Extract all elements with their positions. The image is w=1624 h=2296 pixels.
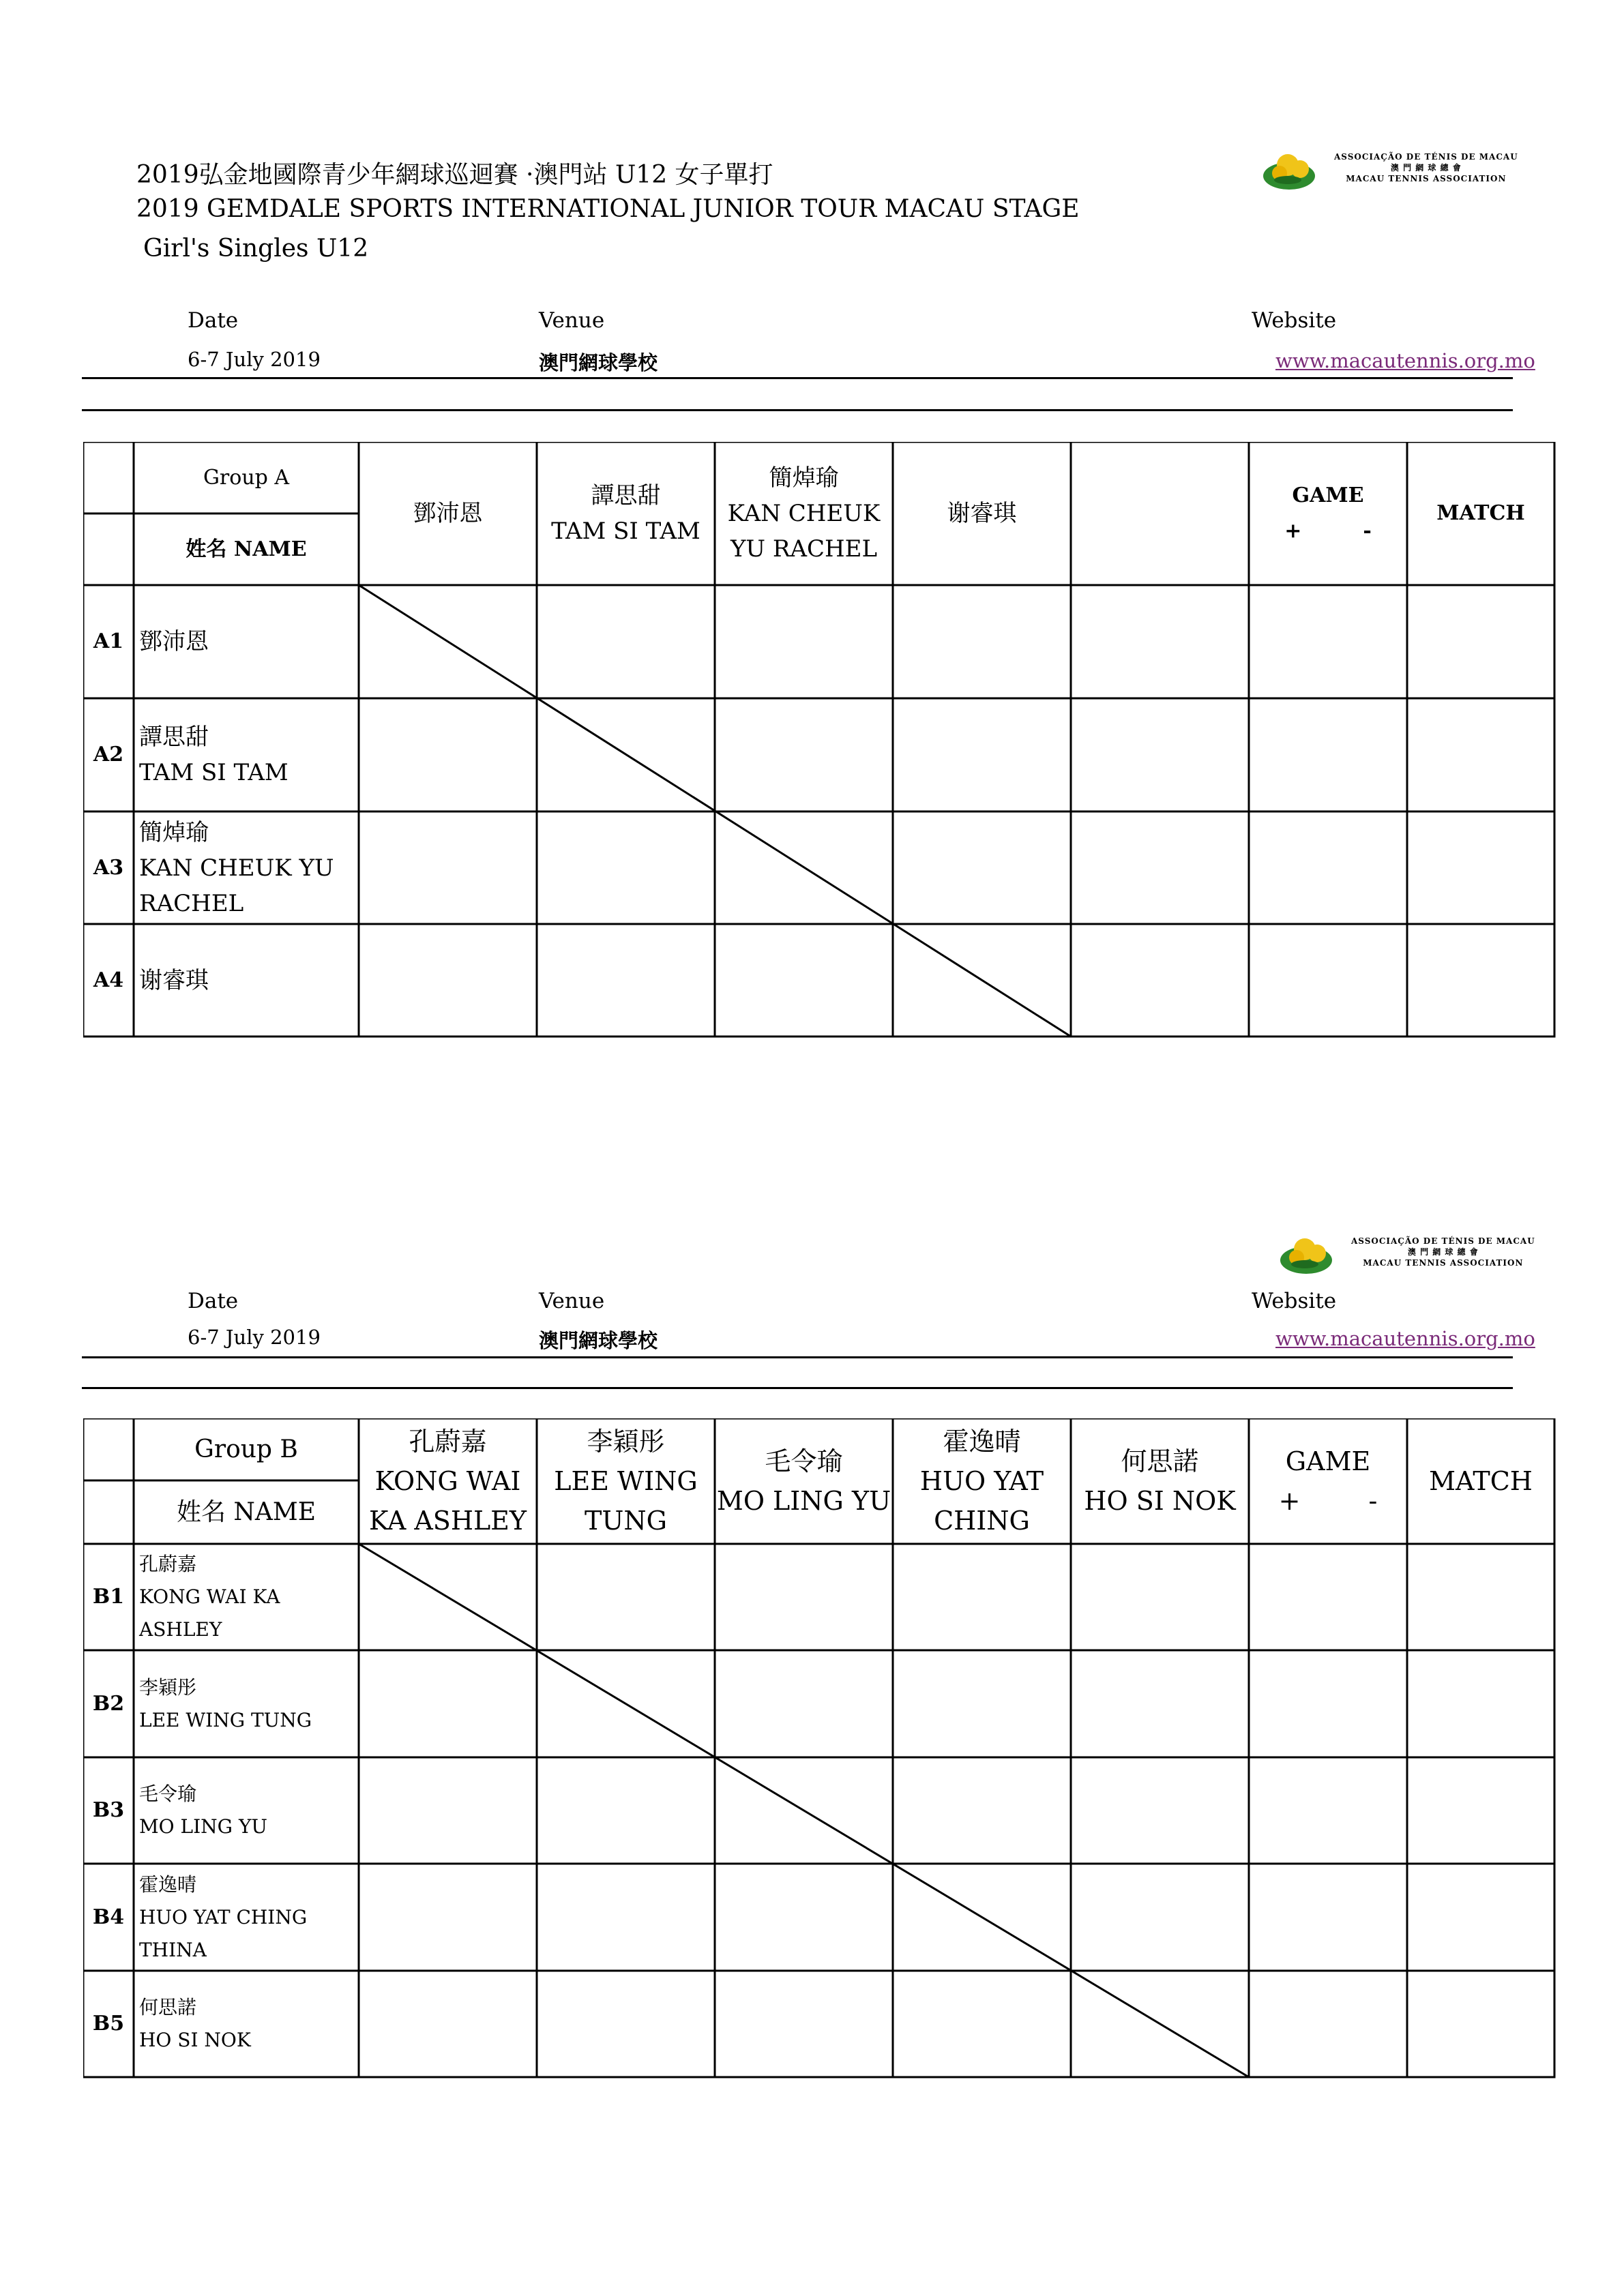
tennis-ball-logo-icon bbox=[1278, 1227, 1346, 1282]
website-label: Website bbox=[1252, 1289, 1337, 1313]
title-english: 2019 GEMDALE SPORTS INTERNATIONAL JUNIOR TOUR MACAU STAGE bbox=[136, 195, 1080, 223]
group-b-row-name: 霍逸晴 HUO YAT CHING THINA bbox=[139, 1873, 308, 1961]
group-b-column-2: 李穎彤 LEE WING TUNG bbox=[554, 1427, 698, 1536]
group-a-table bbox=[83, 442, 1556, 1042]
group-a-match-header: MATCH bbox=[1436, 501, 1525, 525]
group-a-row-id: A1 bbox=[93, 629, 124, 653]
group-b-table bbox=[83, 1418, 1556, 2080]
group-a-row-name: 鄧沛恩 bbox=[139, 628, 209, 655]
venue-value: 澳門網球學校 bbox=[539, 351, 658, 374]
group-b-row-name: 何思諾 HO SI NOK bbox=[139, 1996, 251, 2051]
date-value: 6-7 July 2019 bbox=[188, 348, 321, 371]
group-b-row-id: B1 bbox=[92, 1585, 125, 1609]
group-a-row-name: 譚思甜 TAM SI TAM bbox=[139, 724, 289, 786]
group-a-row-id: A3 bbox=[93, 855, 124, 880]
date-label: Date bbox=[188, 308, 239, 333]
group-b-column-1: 孔蔚嘉 KONG WAI KA ASHLEY bbox=[368, 1427, 527, 1536]
group-a-name-label: 姓名 NAME bbox=[186, 537, 307, 561]
group-b-row-id: B3 bbox=[92, 1798, 125, 1822]
website-link[interactable]: www.macautennis.org.mo bbox=[1275, 1327, 1535, 1350]
group-b-row-name: 李穎彤 LEE WING TUNG bbox=[139, 1675, 312, 1731]
group-a-row-id: A2 bbox=[93, 743, 124, 766]
title-chinese: 2019弘金地國際青少年網球巡迴賽 ·澳門站 U12 女子單打 bbox=[136, 161, 773, 189]
group-b-name-label: 姓名 NAME bbox=[176, 1497, 316, 1526]
logo-text-chinese: 澳 門 網 球 總 會 bbox=[1407, 1247, 1479, 1257]
divider bbox=[82, 409, 1513, 411]
group-b-row-name: 孔蔚嘉 KONG WAI KA ASHLEY bbox=[139, 1553, 280, 1641]
group-a-game-header: GAME + - bbox=[1284, 483, 1372, 543]
date-label: Date bbox=[188, 1289, 239, 1313]
logo-text-portuguese: ASSOCIAÇÃO DE TÉNIS DE MACAU bbox=[1334, 152, 1518, 162]
group-b-column-4: 霍逸晴 HUO YAT CHING bbox=[919, 1427, 1044, 1536]
title-event: Girl's Singles U12 bbox=[143, 235, 369, 263]
group-b-row-id: B5 bbox=[92, 2012, 125, 2036]
group-b-row-name: 毛令瑜 MO LING YU bbox=[139, 1783, 268, 1838]
group-b-row-id: B4 bbox=[92, 1905, 125, 1929]
divider bbox=[82, 377, 1513, 379]
logo-text-chinese: 澳 門 網 球 總 會 bbox=[1390, 163, 1462, 173]
divider bbox=[82, 1387, 1513, 1389]
group-a-row-name: 簡焯瑜 KAN CHEUK YU RACHEL bbox=[139, 818, 334, 917]
group-a-row-name: 谢睿琪 bbox=[139, 966, 209, 994]
group-a-row-id: A4 bbox=[93, 968, 124, 992]
website-link[interactable]: www.macautennis.org.mo bbox=[1275, 349, 1535, 372]
group-b-match-header: MATCH bbox=[1429, 1466, 1533, 1496]
group-b-row-id: B2 bbox=[92, 1691, 125, 1716]
divider bbox=[82, 1356, 1513, 1358]
logo-text-portuguese: ASSOCIAÇÃO DE TÉNIS DE MACAU bbox=[1351, 1236, 1535, 1246]
logo-text-english: MACAU TENNIS ASSOCIATION bbox=[1346, 174, 1507, 183]
group-a-column-3: 簡焯瑜 KAN CHEUK YU RACHEL bbox=[727, 464, 881, 563]
venue-value: 澳門網球學校 bbox=[539, 1329, 658, 1352]
logo-text-english: MACAU TENNIS ASSOCIATION bbox=[1363, 1258, 1524, 1268]
date-value: 6-7 July 2019 bbox=[188, 1326, 321, 1349]
group-a-column-5 bbox=[1071, 442, 1249, 585]
group-b-label: Group B bbox=[194, 1435, 298, 1463]
association-logo bbox=[1278, 1227, 1535, 1282]
group-b-column-3: 毛令瑜 MO LING YU bbox=[716, 1446, 891, 1516]
group-b-game-header: GAME + - bbox=[1278, 1446, 1378, 1516]
venue-label: Venue bbox=[539, 1289, 605, 1313]
tennis-ball-logo-icon bbox=[1260, 143, 1329, 198]
website-label: Website bbox=[1252, 308, 1337, 333]
group-a-label: Group A bbox=[203, 465, 290, 490]
group-a-column-4: 谢睿琪 bbox=[947, 500, 1017, 527]
group-a-column-2: 譚思甜 TAM SI TAM bbox=[551, 482, 700, 545]
group-a-column-1: 鄧沛恩 bbox=[413, 500, 483, 527]
group-b-column-5: 何思諾 HO SI NOK bbox=[1084, 1446, 1236, 1516]
association-logo bbox=[1260, 143, 1518, 198]
venue-label: Venue bbox=[539, 308, 605, 333]
